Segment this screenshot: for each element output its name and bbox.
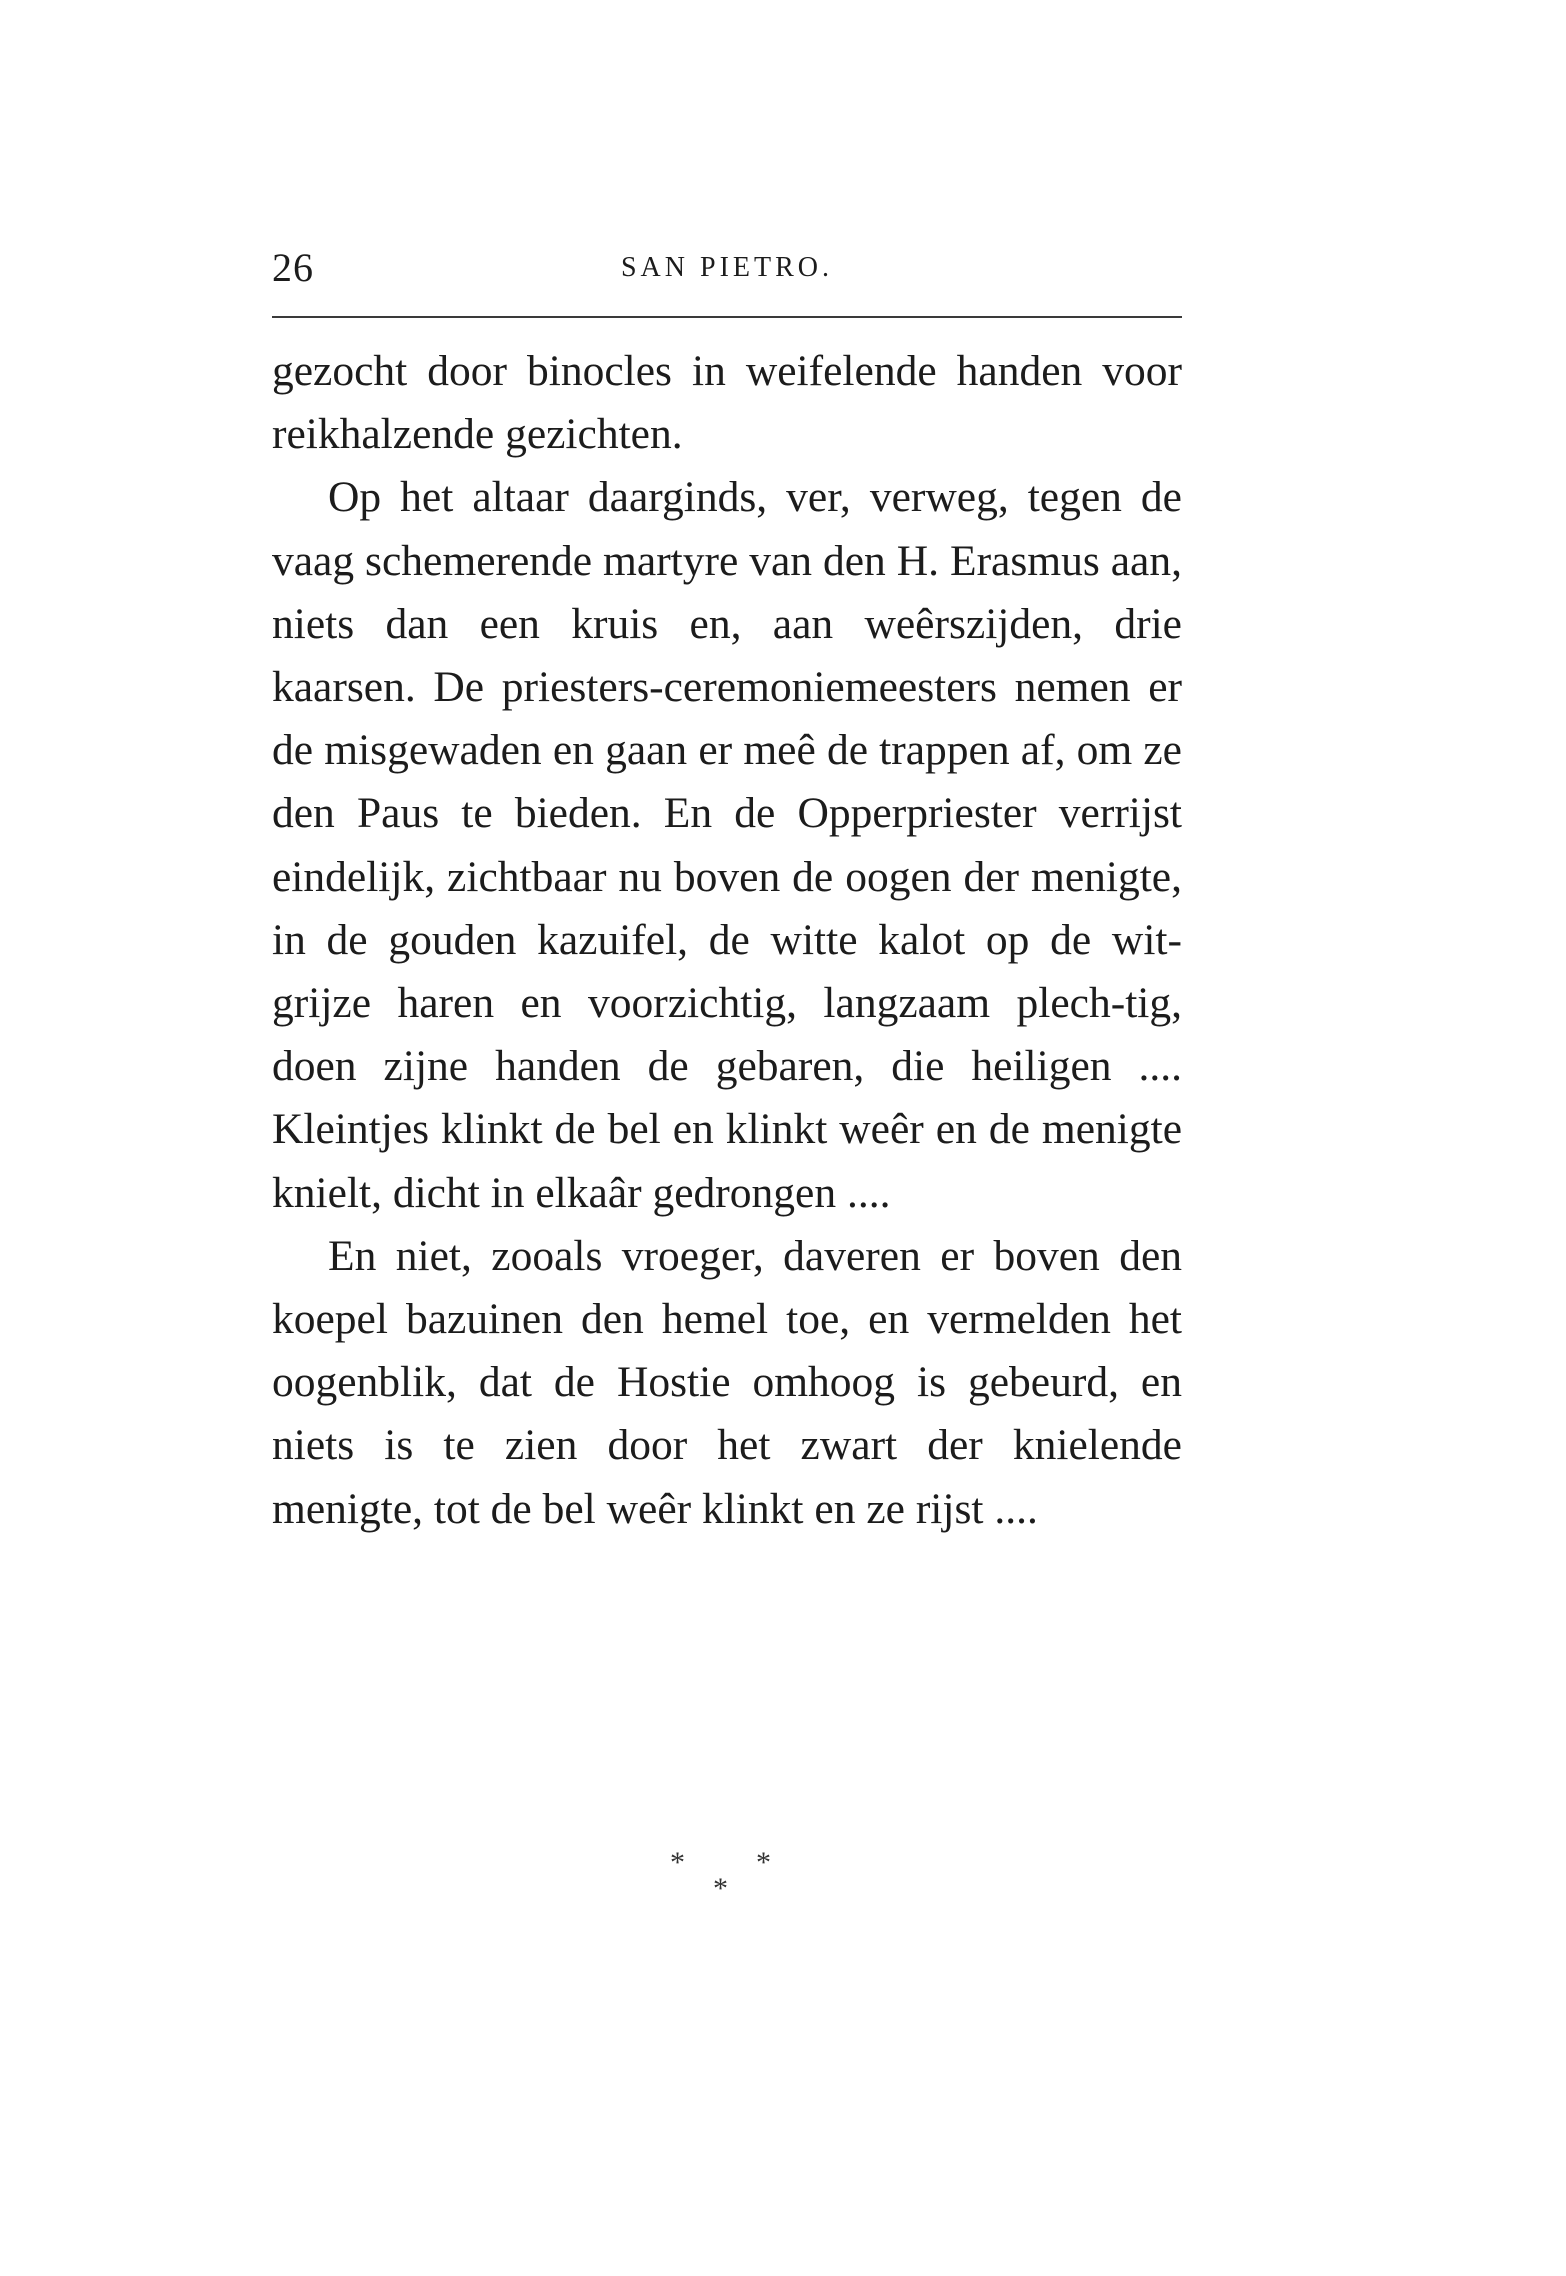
paragraph-bell: En niet, zooals vroeger, daveren er boven den koepel bazuinen den hemel toe, en vermelden het oogenblik, dat de Hostie omhoog is gebeurd, en niets is te zien door het zwart der knielende menigte, tot de bel weêr klinkt en ze rijst .... <box>272 1231 1182 1533</box>
section-break-asterism <box>660 1848 780 1928</box>
page-header <box>272 244 1182 304</box>
asterism-star-bottom: * <box>713 1872 728 1905</box>
running-head: SAN PIETRO. <box>620 252 833 283</box>
body-text <box>272 340 1182 1541</box>
asterism-star-right: * <box>756 1846 771 1879</box>
header-rule <box>272 316 1182 318</box>
paragraph-altar: Op het altaar daarginds, ver, verweg, tegen de vaag schemerende martyre van den H. Erasmus aan, niets dan een kruis en, aan weêrszijden, drie kaarsen. De priesters-ceremoniemeesters nemen er de misgewaden en gaan er meê de trappen af, om ze den Paus te bieden. En de Opperpriester verrijst eindelijk, zichtbaar nu boven de oogen der menigte, in de gouden kazuifel, de witte kalot op de wit-grijze haren en voorzichtig, langzaam plech-tig, doen zijne handen de gebaren, die heiligen .... Kleintjes klinkt de bel en klinkt weêr en de menigte knielt, dicht in elkaâr gedrongen .... <box>272 473 1182 1217</box>
asterism-star-left: * <box>670 1846 685 1879</box>
page-number: 26 <box>272 245 314 290</box>
paragraph-continuation: gezocht door binocles in weifelende handen voor reikhalzende gezichten. <box>272 347 1182 459</box>
